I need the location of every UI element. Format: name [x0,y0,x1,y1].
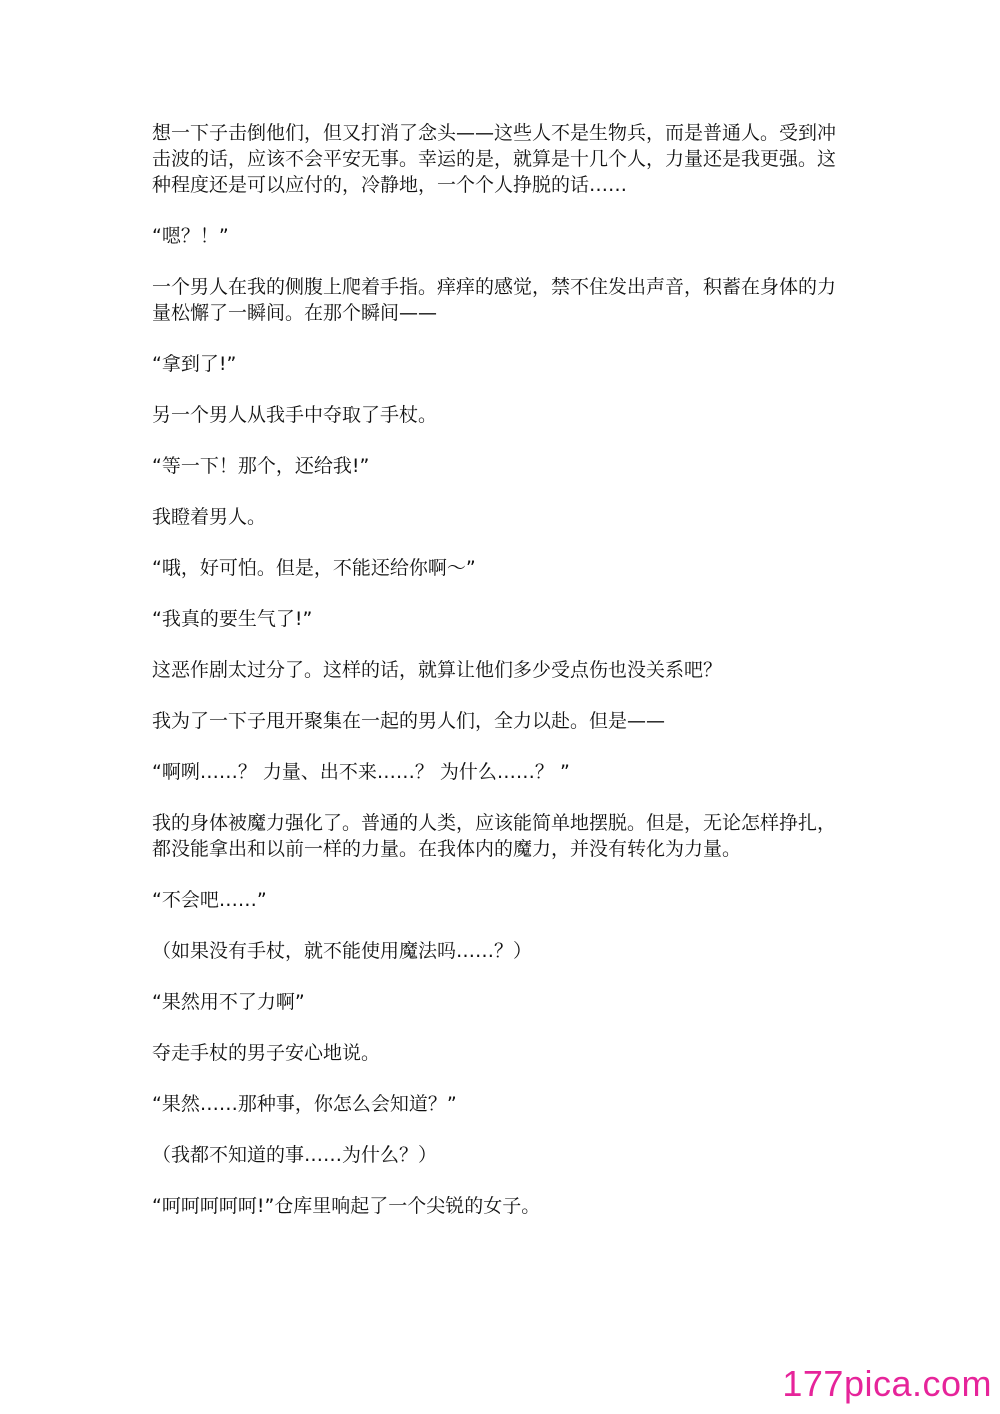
paragraph: “拿到了!” [152,353,237,375]
paragraph: “果然……那种事，你怎么会知道？” [152,1093,457,1115]
paragraph: 我的身体被魔力强化了。普通的人类，应该能简单地摆脱。但是，无论怎样挣扎，都没能拿出和以前一样的力量。在我体内的魔力，并没有转化为力量。 [152,812,837,860]
paragraph: “哦，好可怕。但是，不能还给你啊～” [152,557,476,579]
paragraph: “嗯？！” [152,225,229,247]
paragraph: “等一下！那个，还给我!” [152,455,370,477]
paragraph: “我真的要生气了!” [152,608,313,630]
story-text [152,120,852,1244]
paragraph: “不会吧……” [152,889,267,911]
paragraph: “呵呵呵呵呵!”仓库里响起了一个尖锐的女子。 [152,1195,541,1217]
watermark: 177pica.com [782,1363,992,1404]
paragraph: 一个男人在我的侧腹上爬着手指。痒痒的感觉，禁不住发出声音，积蓄在身体的力量松懈了一瞬间。在那个瞬间—— [152,276,837,324]
paragraph: 这恶作剧太过分了。这样的话，就算让他们多少受点伤也没关系吧？ [152,659,723,681]
paragraph: 我为了一下子甩开聚集在一起的男人们，全力以赴。但是—— [152,710,666,732]
paragraph: 想一下子击倒他们，但又打消了念头——这些人不是生物兵，而是普通人。受到冲击波的话，应该不会平安无事。幸运的是，就算是十几个人，力量还是我更强。这种程度还是可以应付的，冷静地，一个个人挣脱的话…… [152,122,837,196]
paragraph: “果然用不了力啊” [152,991,305,1013]
paragraph: 另一个男人从我手中夺取了手杖。 [152,404,438,426]
paragraph: “啊咧……？ 力量、出不来……？ 为什么……？ ” [152,761,570,783]
paragraph: （如果没有手杖，就不能使用魔法吗……？） [152,940,533,962]
paragraph: 我瞪着男人。 [152,506,267,528]
paragraph: 夺走手杖的男子安心地说。 [152,1042,381,1064]
paragraph: （我都不知道的事……为什么？） [152,1144,438,1166]
